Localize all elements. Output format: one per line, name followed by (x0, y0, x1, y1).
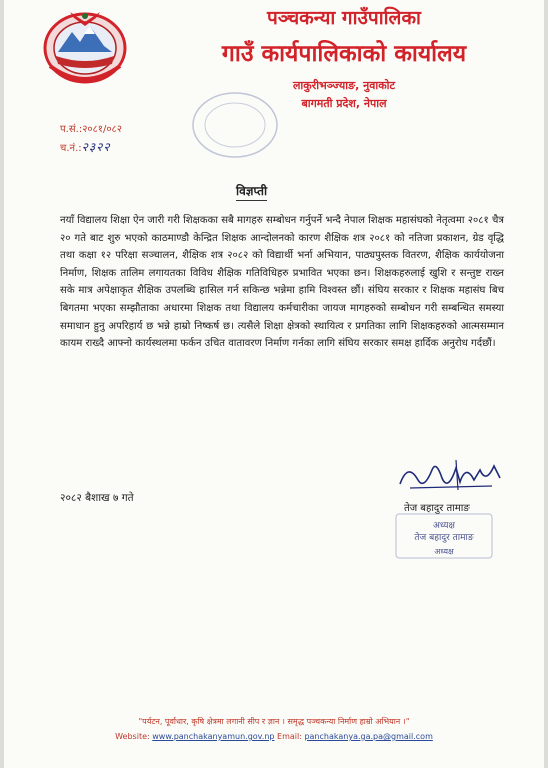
office-address: लाकुरीभञ्ज्याङ, नुवाकोट (292, 79, 396, 92)
cn-value: २३२२ (81, 140, 111, 154)
website-label: Website: (115, 732, 150, 741)
nepal-government-emblem-icon (40, 6, 130, 86)
reference-ps: प.सं.:२०८१/०८२ (60, 124, 122, 135)
notice-title: विज्ञप्ती (236, 182, 267, 201)
president-stamp-icon (390, 508, 498, 564)
stamp-name: तेज बहादुर तामाङ (414, 533, 474, 543)
stamp-sub: अध्यक्ष (434, 547, 454, 556)
ps-value: २०८१/०८२ (82, 124, 122, 135)
letter-page (4, 0, 544, 768)
stamp-role: अध्यक्ष (433, 521, 455, 531)
reference-cn: च.नं.:२३२२ (60, 140, 111, 154)
footer-slogan: "पर्यटन, पूर्वाधार, कृषि क्षेत्रमा लगानी सीप र ज्ञान । समृद्ध पञ्चकन्या निर्माण हाम्रो अभियान ।" (138, 717, 410, 726)
municipality-name: पञ्चकन्या गाउँपालिका (267, 7, 421, 29)
footer-contact (4, 732, 544, 741)
notice-body: नयाँ विद्यालय शिक्षा ऐन जारी गरी शिक्षकका सबै मागहरु सम्बोधन गर्नुपर्ने भन्दै नेपाल शिक्षक महासंघको नेतृत्वमा २०८१ चैत्र २० गते बाट शुरु भएको काठमाण्डौ केन्द्रित शिक्षक आन्दोलनको कारण शैक्षिक शत्र २०८१ को नतिजा प्रकाशन, ग्रेड वृद्धि तथा कक्षा १२ परिक्षा सञ्चालन, शैक्षिक शत्र २०८२ को विद्यार्थी भर्ना अभियान, पाठ्यपुस्तक वितरण, शैक्षिक कार्ययोजना निर्माण, शिक्षक तालिम लगायतका विविध शैक्षिक गतिविधिहरु प्रभावित भएका छन। शिक्षकहरुलाई खुशि र सन्तुष्ट राख्न सके मात्र अपेक्षाकृत शैक्षिक उपलब्धि हासिल गर्न सकिन्छ भन्नेमा हामि विश्वस्त छौं। संघिय सरकार र शिक्षक महासंघ बिच बिगतमा भएका सम्झौताका अधारमा शिक्षक तथा विद्यालय कर्मचारीका जायज मागहरुको सम्बोधन गरी सम्बन्धित समस्या समाधान हुनु अपरिहार्य छ भन्ने हाम्रो निष्कर्ष छ। त्यसैले शिक्षा क्षेत्रको स्थायित्व र प्रगतिका लागि शिक्षकहरुको आत्मसम्मान कायम राख्दै आफ्नो कार्यस्थलमा फर्कन उचित वातावरण निर्माण गर्नका लागि संघिय सरकार समक्ष हार्दिक अनुरोध गर्दछौं। (60, 215, 504, 350)
office-name: गाउँ कार्यपालिकाको कार्यालय (221, 41, 467, 67)
website-link[interactable]: www.panchakanyamun.gov.np (152, 732, 275, 741)
email-label: Email: (277, 732, 302, 741)
office-stamp-icon (190, 90, 280, 160)
ps-label: प.सं. (60, 124, 79, 135)
office-province: बागमती प्रदेश, नेपाल (301, 97, 387, 110)
email-link[interactable]: panchakanya.ga.pa@gmail.com (304, 732, 433, 741)
notice-date: २०८२ बैशाख ७ गते (60, 492, 134, 504)
handwritten-signature-icon (396, 456, 508, 496)
cn-label: च.नं. (60, 143, 79, 154)
signatory-name: तेज बहादुर तामाङ (404, 503, 470, 514)
